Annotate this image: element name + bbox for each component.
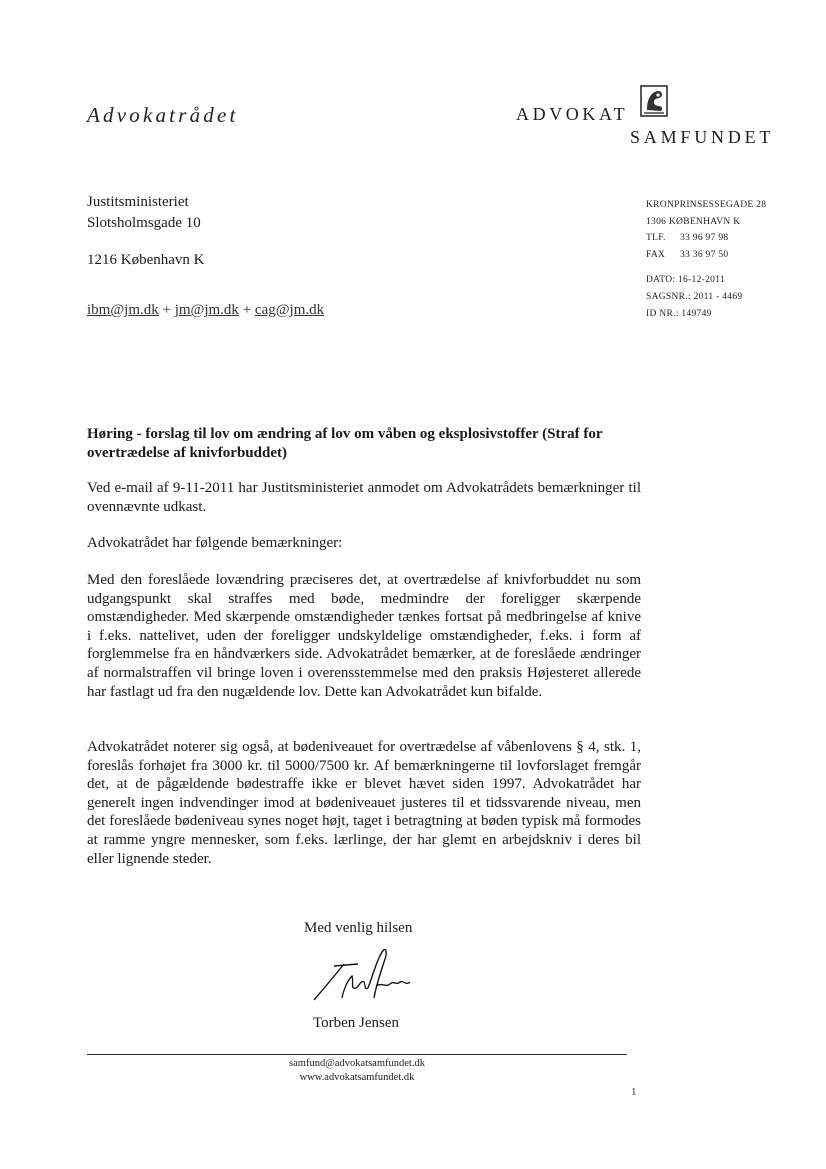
footer-website[interactable]: www.advokatsamfundet.dk <box>299 1072 415 1083</box>
recipient-city: 1216 København K <box>87 252 205 268</box>
closing-greeting: Med venlig hilsen <box>304 920 413 936</box>
paragraph-2: Advokatrådet har følgende bemærkninger: <box>87 535 343 551</box>
email-separator-1: + <box>162 302 171 318</box>
email-link-2[interactable]: jm@jm.dk <box>174 302 239 318</box>
letter-subject: Høring - forslag til lov om ændring af lov om våben og eksplosivstoffer (Straf for overtrædelse af knivforbuddet) <box>87 426 603 461</box>
sender-info <box>646 197 766 322</box>
email-separator-2: + <box>242 302 252 318</box>
signer-name: Torben Jensen <box>313 1015 400 1031</box>
footer-divider <box>87 1054 627 1055</box>
sender-city: 1306 KØBENHAVN K <box>646 216 741 227</box>
recipient-emails <box>87 302 324 319</box>
email-link-3[interactable]: cag@jm.dk <box>254 302 325 318</box>
page-number: 1 <box>631 1086 637 1098</box>
recipient-address <box>87 192 204 271</box>
letter-date: DATO: 16-12-2011 <box>646 275 725 286</box>
sender-fax: FAX 33 36 97 50 <box>646 249 729 260</box>
id-number: ID NR.: 149749 <box>646 308 712 319</box>
email-link-1[interactable]: ibm@jm.dk <box>87 302 159 318</box>
footer-email[interactable]: samfund@advokatsamfundet.dk <box>289 1058 425 1069</box>
logo-emblem-icon <box>640 85 668 117</box>
paragraph-1: Ved e-mail af 9-11-2011 har Justitsministeriet anmodet om Advokatrådets bemærkninger til ovennævnte udkast. <box>87 480 641 515</box>
handwritten-signature <box>306 942 426 1012</box>
case-number: SAGSNR.: 2011 - 4469 <box>646 291 743 302</box>
paragraph-4: Advokatrådet noterer sig også, at bødeniveauet for overtrædelse af våbenlovens § 4, stk. 1, foreslås forhøjet fra 3000 kr. til 5000/7500 kr. Af bemærkningerne til lovforslaget fremgår det, at de pågældende bødestraffe ikke er blevet hævet siden 1997. Advokatrådet har generelt ingen indvendinger imod at bødeniveauet justeres til et tidssvarende niveau, men det foreslåede bødeniveau synes noget højt, taget i betragtning at bøden typisk må formodes at ramme yngre mennesker, som f.eks. lærlinge, der har glemt en arbejdskniv i deres bil eller lignende steder. <box>87 739 641 867</box>
recipient-name: Justitsministeriet <box>87 194 189 210</box>
footer-contact <box>87 1057 627 1085</box>
paragraph-3: Med den foreslåede lovændring præciseres det, at overtrædelse af knivforbuddet nu som udgangspunkt skal straffes med bøde, medmindre der foreligger skærpende omstændigheder. Med skærpende omstændigheder tænkes fortsat på medbringelse af knive i f.eks. nattelivet, uden der foreligger undskyldelige omstændigheder, f.eks. i form af forglemmelse fra en håndværkers side. Advokatrådet bemærker, at de foreslåede ændringer af normalstraffen vil bringe loven i overensstemmelse med den praksis Højesteret allerede har fastlagt ud fra den nugældende lov. Dette kan Advokatrådet kun bifalde. <box>87 572 641 700</box>
sender-street: KRONPRINSESSEGADE 28 <box>646 200 767 210</box>
recipient-street: Slotsholmsgade 10 <box>87 215 201 231</box>
logo-text-advokat: ADVOKAT <box>516 104 629 124</box>
council-title: Advokatrådet <box>87 103 239 127</box>
logo-text-samfundet: SAMFUNDET <box>630 127 775 147</box>
sender-phone: TLF. 33 96 97 98 <box>646 233 729 244</box>
